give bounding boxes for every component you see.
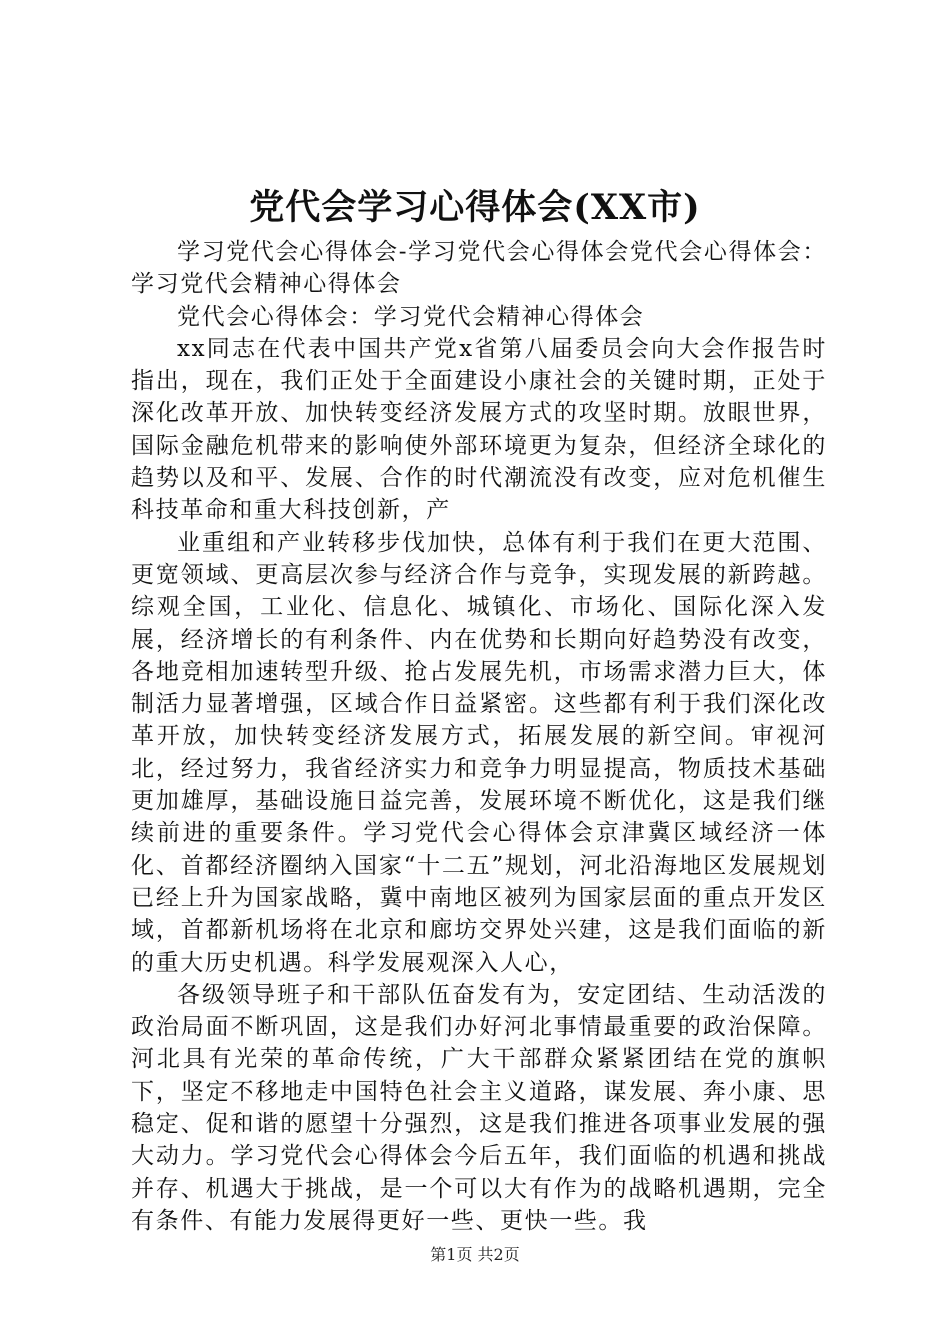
paragraph-report-opening: xx同志在代表中国共产党x省第八届委员会向大会作报告时指出，现在，我们正处于全面建设小康社会的关键时期，正处于深化改革开放、加快转变经济发展方式的攻坚时期。放眼世界，国际金融危机带来的影响使外部环境更为复杂，但经济全球化的趋势以及和平、发展、合作的时代潮流没有改变，应对危机催生科技革命和重大科技创新，产 [131,335,827,524]
document-title: 党代会学习心得体会(XX市) [249,187,701,228]
page-number-footer: 第1页 共2页 [430,1245,520,1264]
paragraph-political-guarantee: 各级领导班子和干部队伍奋发有为，安定团结、生动活泼的政治局面不断巩固，这是我们办好河北事情最重要的政治保障。河北具有光荣的革命传统，广大干部群众紧紧团结在党的旗帜下，坚定不移地走中国特色社会主义道路，谋发展、奔小康、思稳定、促和谐的愿望十分强烈，这是我们推进各项事业发展的强大动力。学习党代会心得体会今后五年，我们面临的机遇和挑战并存、机遇大于挑战，是一个可以大有作为的战略机遇期，完全有条件、有能力发展得更好一些、更快一些。我 [131,981,827,1234]
paragraph-subheading: 党代会心得体会：学习党代会精神心得体会 [177,303,645,330]
paragraph-development-conditions: 业重组和产业转移步伐加快，总体有利于我们在更大范围、更宽领域、更高层次参与经济合作与竞争，实现发展的新跨越。综观全国，工业化、信息化、城镇化、市场化、国际化深入发展，经济增长的有利条件、内在优势和长期向好趋势没有改变，各地竞相加速转型升级、抢占发展先机，市场需求潜力巨大，体制活力显著增强，区域合作日益紧密。这些都有利于我们深化改革开放，加快转变经济发展方式，拓展发展的新空间。审视河北，经过努力，我省经济实力和竞争力明显提高，物质技术基础更加雄厚，基础设施日益完善，发展环境不断优化，这是我们继续前进的重要条件。学习党代会心得体会京津冀区域经济一体化、首都经济圈纳入国家“十二五”规划，河北沿海地区发展规划已经上升为国家战略，冀中南地区被列为国家层面的重点开发区域，首都新机场将在北京和廊坊交界处兴建，这是我们面临的新的重大历史机遇。科学发展观深入人心， [131,529,827,976]
document-body [131,236,827,1237]
paragraph-intro-heading: 学习党代会心得体会-学习党代会心得体会党代会心得体会：学习党代会精神心得体会 [131,239,827,298]
